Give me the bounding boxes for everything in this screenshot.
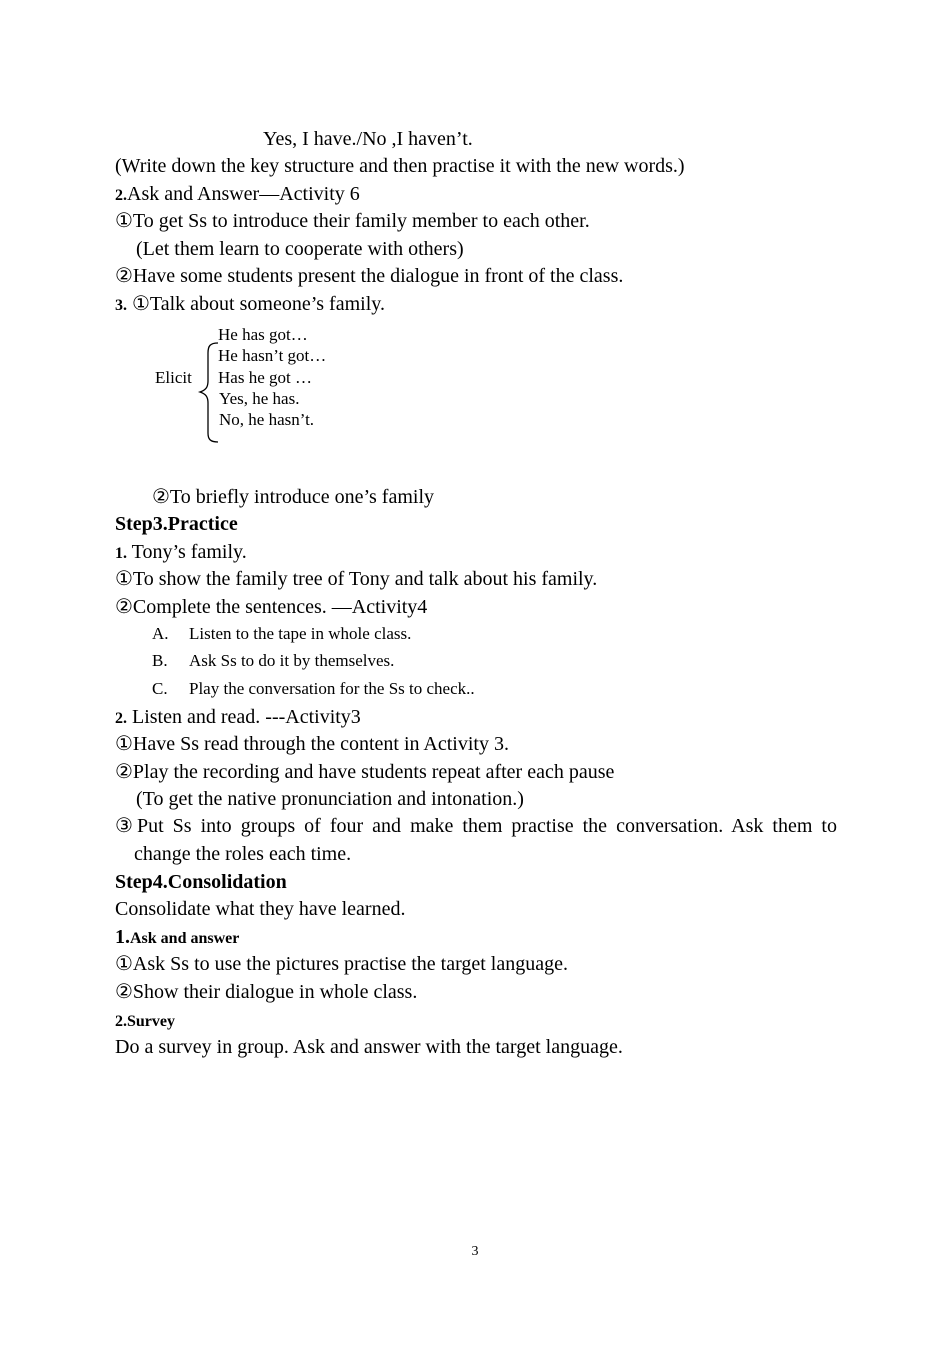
practice-2-line	[115, 705, 361, 731]
practice-2-item-3-line-2: change the roles each time.	[134, 843, 352, 865]
section-2-item-1-note: (Let them learn to cooperate with others)	[136, 238, 464, 260]
practice-1-item-1: ①To show the family tree of Tony and talk about his family.	[115, 568, 598, 590]
practice-2-item-2: ②Play the recording and have students repeat after each pause	[115, 761, 615, 783]
practice-1-text: Tony’s family.	[127, 541, 247, 563]
practice-2-item-3-line-1: ③Put Ss into groups of four and make them practise the conversation. Ask them to	[115, 815, 837, 837]
elicit-label: Elicit	[155, 368, 192, 387]
step4-intro: Consolidate what they have learned.	[115, 898, 406, 920]
page-number: 3	[471, 1244, 479, 1259]
consolidation-1-item-1: ①Ask Ss to use the pictures practise the target language.	[115, 953, 568, 975]
elicit-item: He has got…	[218, 325, 308, 344]
practice-1-line	[115, 540, 247, 566]
section-2-text: Ask and Answer—Activity 6	[127, 183, 360, 205]
elicit-item: Has he got …	[218, 368, 312, 387]
elicit-item: Yes, he has.	[219, 389, 300, 408]
sub-list-marker: B.	[152, 651, 168, 670]
section-2-number: 2.	[115, 187, 127, 204]
section-2-line	[115, 182, 360, 208]
section-2-item-1: ①To get Ss to introduce their family member to each other.	[115, 210, 590, 232]
consolidation-1-item-2: ②Show their dialogue in whole class.	[115, 981, 418, 1003]
section-3-number: 3.	[115, 297, 127, 314]
section-3-item-2: ②To briefly introduce one’s family	[152, 486, 435, 508]
section-3-text: ①Talk about someone’s family.	[127, 293, 385, 315]
step3-heading: Step3.Practice	[115, 513, 238, 535]
practice-2-item-1: ①Have Ss read through the content in Activity 3.	[115, 733, 509, 755]
write-down-line: (Write down the key structure and then practise it with the new words.)	[115, 155, 685, 177]
practice-1-item-2: ②Complete the sentences. —Activity4	[115, 596, 428, 618]
elicit-item: He hasn’t got…	[218, 346, 327, 365]
sub-list-text: Ask Ss to do it by themselves.	[189, 651, 395, 670]
section-2-item-2: ②Have some students present the dialogue in front of the class.	[115, 265, 624, 287]
consolidation-1-title: Ask and answer	[130, 930, 240, 947]
step4-heading: Step4.Consolidation	[115, 871, 287, 893]
practice-2-text: Listen and read. ---Activity3	[127, 706, 361, 728]
consolidation-2-text: Do a survey in group. Ask and answer with the target language.	[115, 1036, 623, 1058]
consolidation-2-line	[115, 1008, 175, 1034]
sub-list-marker: A.	[152, 624, 169, 643]
yes-no-line: Yes, I have./No ,I haven’t.	[263, 128, 473, 150]
consolidation-1-line	[115, 925, 239, 951]
practice-2-item-2-note: (To get the native pronunciation and intonation.)	[136, 788, 524, 810]
sub-list-marker: C.	[152, 679, 168, 698]
elicit-item: No, he hasn’t.	[219, 410, 315, 429]
section-3-line	[115, 292, 385, 318]
practice-1-number: 1.	[115, 545, 127, 562]
consolidation-1-number: 1.	[115, 926, 130, 948]
consolidation-2-title: 2.Survey	[115, 1013, 175, 1030]
sub-list-text: Play the conversation for the Ss to check..	[189, 679, 475, 698]
sub-list-text: Listen to the tape in whole class.	[189, 624, 412, 643]
practice-2-number: 2.	[115, 710, 127, 727]
